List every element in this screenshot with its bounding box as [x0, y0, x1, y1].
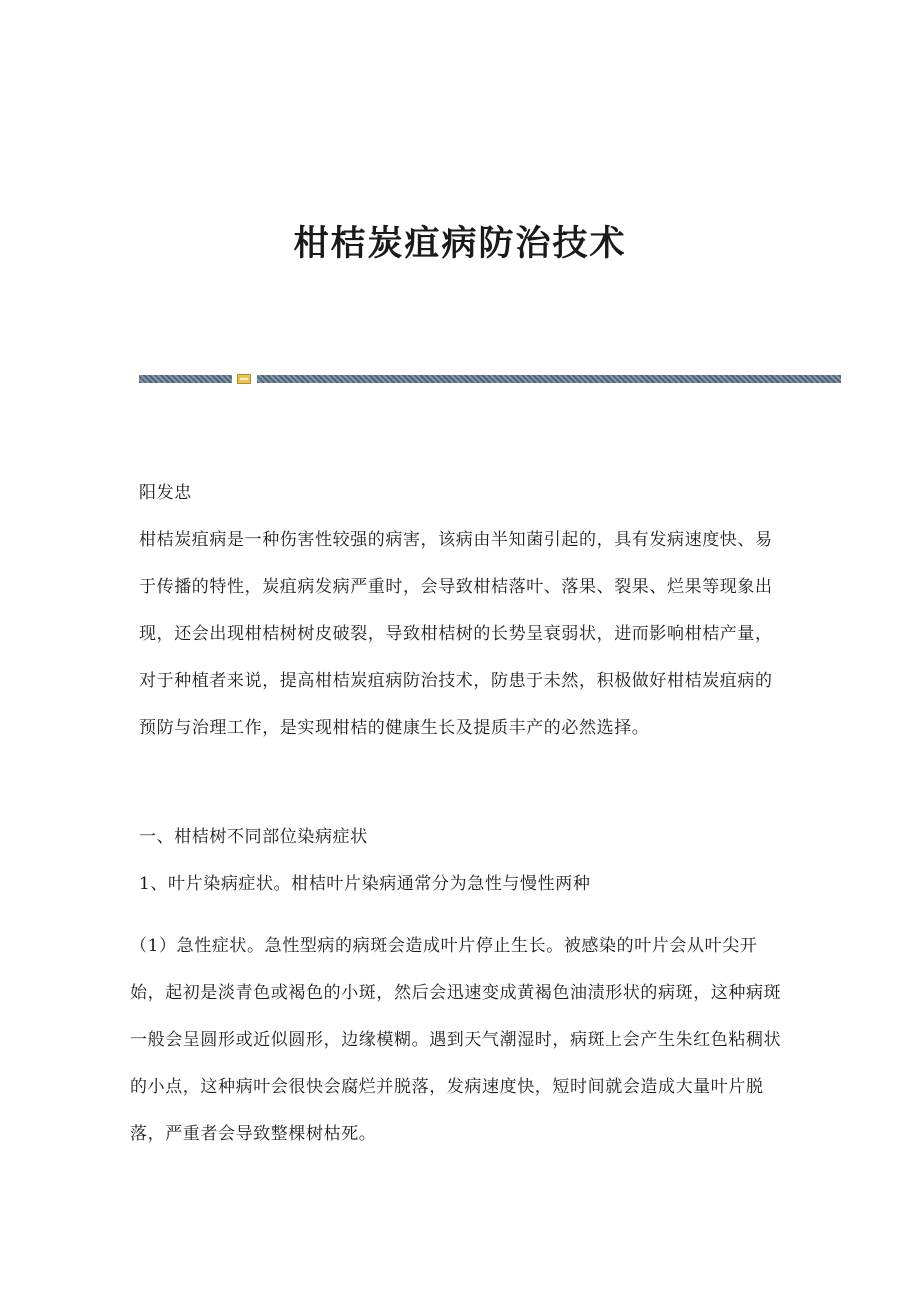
acute-symptoms-paragraph: （1）急性症状。急性型病的病斑会造成叶片停止生长。被感染的叶片会从叶尖开始，起初是淡青色或褐色的小斑，然后会迅速变成黄褐色油渍形状的病斑，这种病斑一般会呈圆形或近似圆形，边缘模糊。遇到天气潮湿时，病斑上会产生朱红色粘稠状的小点，这种病叶会很快会腐烂并脱落，发病速度快，短时间就会造成大量叶片脱落，严重者会导致整棵树枯死。: [130, 936, 782, 1144]
author-name: 阳发忠: [139, 483, 192, 503]
divider-bar-right: [257, 375, 841, 383]
document-title: 柑桔炭疽病防治技术: [293, 223, 627, 264]
envelope-icon: [237, 374, 251, 384]
divider-bar-left: [139, 375, 232, 383]
subsection-heading: 1、叶片染病症状。柑桔叶片染病通常分为急性与慢性两种: [139, 874, 591, 894]
section-heading: 一、柑桔树不同部位染病症状: [139, 827, 368, 847]
title-divider: [139, 374, 841, 384]
intro-paragraph: 柑桔炭疽病是一种伤害性较强的病害，该病由半知菌引起的，具有发病速度快、易于传播的特性，炭疽病发病严重时，会导致柑桔落叶、落果、裂果、烂果等现象出现，还会出现柑桔树树皮破裂，导致柑桔树的长势呈衰弱状，进而影响柑桔产量，对于种植者来说，提高柑桔炭疽病防治技术，防患于未然，积极做好柑桔炭疽病的预防与治理工作，是实现柑桔的健康生长及提质丰产的必然选择。: [139, 530, 773, 738]
